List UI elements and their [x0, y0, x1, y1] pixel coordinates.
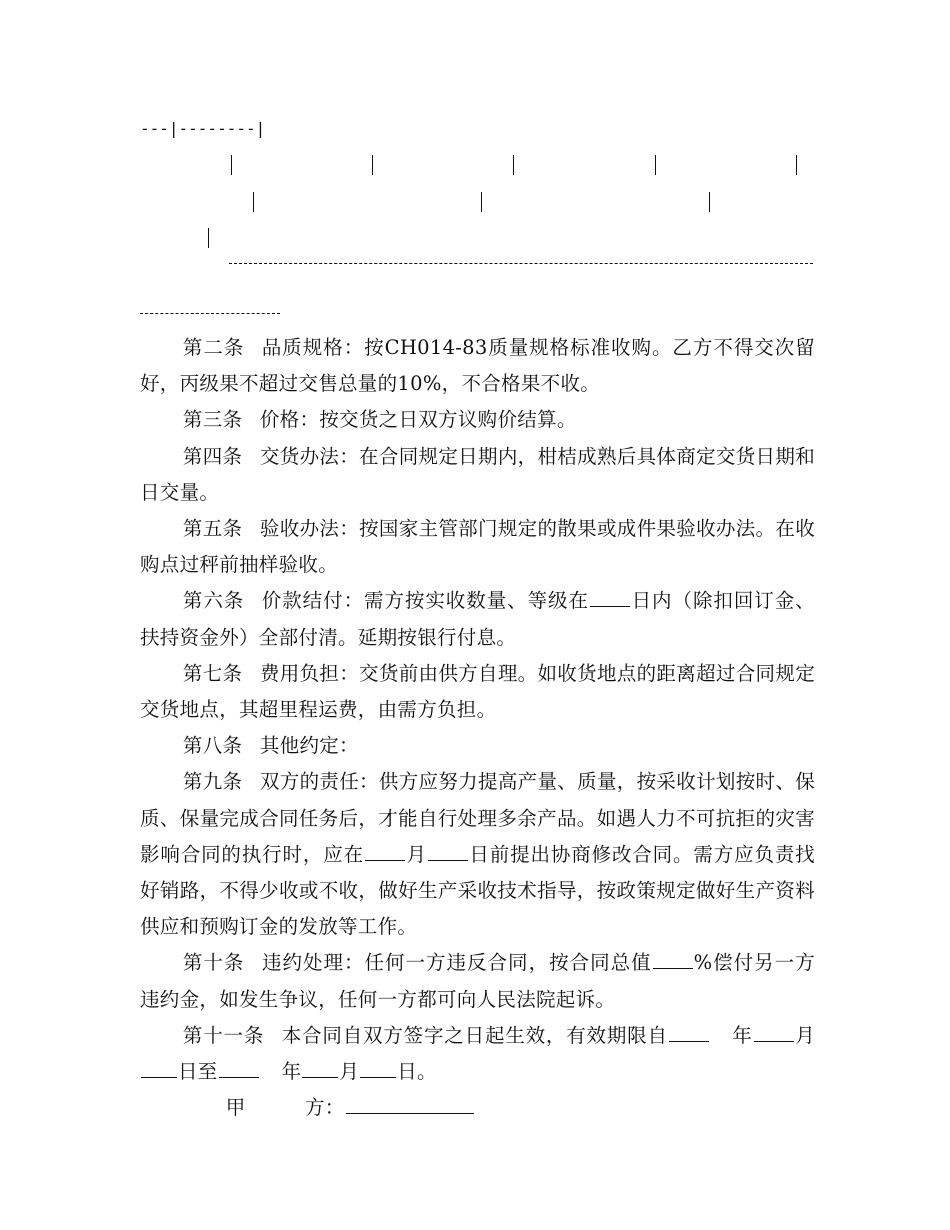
article-text: 验收办法：按国家主管部门规定的散果或成件果验收办法。在收购点过秤前抽样验收。	[140, 517, 815, 577]
table-border	[208, 228, 209, 248]
article-label: 第六条	[182, 589, 245, 613]
article-text: 费用负担：交货前由供方自理。如收货地点的距离超过合同规定交货地点，其超里程运费，由需方负担。	[140, 661, 815, 722]
article-6	[140, 583, 815, 655]
table-dashed-rule	[229, 263, 813, 264]
article-text: 本合同自双方签字之日起生效，有效期限自	[281, 1023, 668, 1047]
article-11	[140, 1018, 815, 1090]
table-border	[513, 155, 514, 175]
table-border	[372, 155, 373, 175]
article-5	[140, 511, 815, 583]
fill-in-blank[interactable]	[365, 840, 405, 861]
article-text: 年	[731, 1023, 753, 1047]
article-text: 品质规格：按CH014-83质量规格标准收购。乙方不得交次留好，丙级果不超过交售总量的10%，不合格果不收。	[140, 336, 816, 396]
table-border	[481, 192, 482, 212]
article-label: 第十一条	[182, 1023, 265, 1047]
article-label: 第四条	[182, 444, 243, 468]
fill-in-blank[interactable]	[219, 1058, 259, 1079]
article-text: %偿付另一方违约金，如发生争议，任何一方都可向人民法院起诉。	[140, 951, 815, 1011]
article-label: 第三条	[182, 408, 243, 432]
article-text: 日至	[178, 1060, 218, 1084]
article-text: 年	[281, 1060, 302, 1084]
table-fragment-top-line: ---|--------|	[140, 119, 266, 138]
article-3	[140, 402, 815, 438]
article-8	[140, 728, 815, 764]
table-border	[709, 192, 710, 212]
party-a-signature-line[interactable]	[346, 1094, 474, 1115]
article-text: 月	[339, 1060, 360, 1084]
article-4	[140, 439, 815, 511]
article-text: 违约处理：任何一方违反合同，按合同总值	[261, 951, 652, 975]
article-text: 日。	[397, 1060, 437, 1084]
article-10	[140, 945, 815, 1017]
signature-party-a	[140, 1090, 815, 1126]
article-7	[140, 656, 815, 728]
fill-in-blank[interactable]	[302, 1058, 338, 1079]
article-text: 双方的责任：供方应努力提高产量、质量，按采收计划按时、保质、保量完成合同任务后，才能自行处理多余产品。如遇人力不可抗拒的灾害影响合同的执行时，应在	[140, 770, 815, 866]
table-border	[253, 192, 254, 212]
article-text: 交货办法：在合同规定日期内，柑桔成熟后具体商定交货日期和日交量。	[140, 444, 815, 504]
article-text: 价款结付：需方按实收数量、等级在	[261, 589, 589, 613]
fill-in-blank[interactable]	[754, 1021, 794, 1042]
table-border	[655, 155, 656, 175]
article-label: 第十条	[182, 951, 245, 975]
article-label: 第五条	[182, 517, 243, 541]
article-text: 其他约定：	[259, 734, 359, 758]
fill-in-blank[interactable]	[428, 840, 468, 861]
party-a-label: 甲 方：	[225, 1096, 345, 1120]
fill-in-blank[interactable]	[360, 1058, 396, 1079]
fill-in-blank[interactable]	[653, 949, 693, 970]
article-label: 第九条	[182, 770, 243, 794]
table-border	[796, 155, 797, 175]
table-dashed-rule	[140, 313, 280, 314]
article-label: 第二条	[182, 336, 245, 359]
article-text: 月	[794, 1023, 815, 1047]
article-text: 日前提出协商修改合同。需方应负责找好销路，不得少收或不收，做好生产采收技术指导，按政策规定做好生产资料供应和预购订金的发放等工作。	[140, 842, 815, 939]
article-text: 价格：按交货之日双方议购价结算。	[259, 408, 577, 432]
fill-in-blank[interactable]	[669, 1021, 709, 1042]
article-label: 第七条	[182, 661, 243, 685]
article-label: 第八条	[182, 734, 243, 758]
article-text: 月	[405, 842, 427, 866]
fill-in-blank[interactable]	[590, 587, 630, 608]
table-border	[231, 155, 232, 175]
contract-body	[140, 330, 815, 1126]
article-2	[140, 330, 815, 402]
fill-in-blank[interactable]	[141, 1058, 177, 1079]
article-9	[140, 764, 815, 945]
article-text: 日内（除扣回订金、扶持资金外）全部付清。延期按银行付息。	[140, 589, 815, 649]
